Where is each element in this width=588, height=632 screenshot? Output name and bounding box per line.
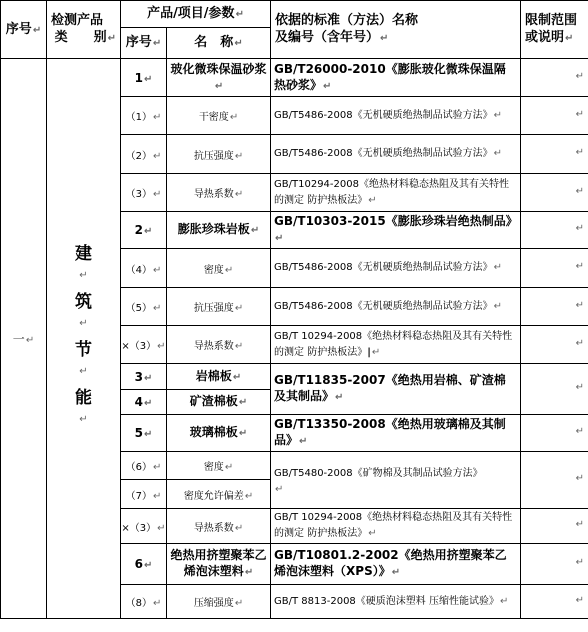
row-standard: GB/T5486-2008《无机硬质绝热制品试验方法》↵ [271,249,521,288]
row-number: 5↵ [121,415,167,452]
row-number: （2）↵ [121,135,167,174]
table-row [1,59,588,97]
row-limit: ↵ [521,415,588,452]
row-standard: GB/T13350-2008《绝热用玻璃棉及其制品》↵ [271,415,521,452]
row-number: （5）↵ [121,288,167,326]
row-number: ×（3）↵ [121,326,167,364]
row-name: 玻化微珠保温砂浆↵ [167,59,271,97]
row-limit: ↵ [521,326,588,364]
row-standard: GB/T5486-2008《无机硬质绝热制品试验方法》↵ [271,97,521,135]
header-limit: 限制范围 或说明↵ [521,1,588,59]
row-number: （7）↵ [121,480,167,509]
header-category: 检测产品 类 别↵ [47,1,121,59]
row-number: （6）↵ [121,452,167,480]
row-limit: ↵ [521,249,588,288]
row-limit: ↵ [521,135,588,174]
row-standard: GB/T10303-2015《膨胀珍珠岩绝热制品》↵ [271,212,521,249]
row-limit: ↵ [521,97,588,135]
row-standard: GB/T 10294-2008《绝热材料稳态热阻及其有关特性的测定 防护热板法》|↵ [271,326,521,364]
row-name: 玻璃棉板↵ [167,415,271,452]
row-limit: ↵ [521,585,588,619]
row-name: 抗压强度↵ [167,288,271,326]
row-name: 压缩强度↵ [167,585,271,619]
row-standard: GB/T5486-2008《无机硬质绝热制品试验方法》↵ [271,135,521,174]
row-number: （8）↵ [121,585,167,619]
row-name: 密度↵ [167,452,271,480]
row-limit: ↵ [521,174,588,212]
row-name: 膨胀珍珠岩板↵ [167,212,271,249]
row-name: 干密度↵ [167,97,271,135]
row-name: 岩棉板↵ [167,364,271,390]
row-number: 6↵ [121,544,167,585]
row-standard: GB/T10294-2008《绝热材料稳态热阻及其有关特性的测定 防护热板法》↵ [271,174,521,212]
text-cursor: | [367,346,371,358]
header-sub-seq: 序号↵ [121,28,167,59]
row-number: ×（3）↵ [121,509,167,544]
row-number: 3↵ [121,364,167,390]
row-standard: GB/T5486-2008《无机硬质绝热制品试验方法》↵ [271,288,521,326]
row-number: 1↵ [121,59,167,97]
row-name: 抗压强度↵ [167,135,271,174]
row-name: 导热系数↵ [167,174,271,212]
row-standard: GB/T26000-2010《膨胀玻化微珠保温隔热砂浆》↵ [271,59,521,97]
section-number: 一↵ [1,59,47,619]
row-name: 导热系数↵ [167,326,271,364]
row-limit: ↵ [521,212,588,249]
row-name: 密度允许偏差↵ [167,480,271,509]
row-limit: ↵ [521,509,588,544]
row-standard: GB/T 10294-2008《绝热材料稳态热阻及其有关特性的测定 防护热板法》↵ [271,509,521,544]
row-name: 导热系数↵ [167,509,271,544]
row-standard: GB/T5480-2008《矿物棉及其制品试验方法》 ↵ [271,452,521,509]
header-sub-name: 名 称↵ [167,28,271,59]
row-standard: GB/T10801.2-2002《绝热用挤塑聚苯乙烯泡沫塑料（XPS）》↵ [271,544,521,585]
category-cell: 建 ↵ 筑 ↵ 节 ↵ 能 ↵ [47,59,121,619]
row-number: （3）↵ [121,174,167,212]
row-limit: ↵ [521,364,588,415]
row-limit: ↵ [521,288,588,326]
row-number: （4）↵ [121,249,167,288]
row-standard: GB/T11835-2007《绝热用岩棉、矿渣棉及其制品》↵ [271,364,521,415]
header-product: 产品/项目/参数↵ [121,1,271,28]
header-standard: 依据的标准（方法）名称 及编号（含年号）↵ [271,1,521,59]
row-number: 2↵ [121,212,167,249]
row-number: 4↵ [121,390,167,415]
header-seq: 序号↵ [1,1,47,59]
row-number: （1）↵ [121,97,167,135]
row-name: 绝热用挤塑聚苯乙烯泡沫塑料↵ [167,544,271,585]
row-name: 矿渣棉板↵ [167,390,271,415]
header-row-1 [1,1,588,28]
row-name: 密度↵ [167,249,271,288]
row-standard: GB/T 8813-2008《硬质泡沫塑料 压缩性能试验》↵ [271,585,521,619]
row-limit: ↵ [521,544,588,585]
row-limit: ↵ [521,59,588,97]
row-limit: ↵ [521,452,588,509]
